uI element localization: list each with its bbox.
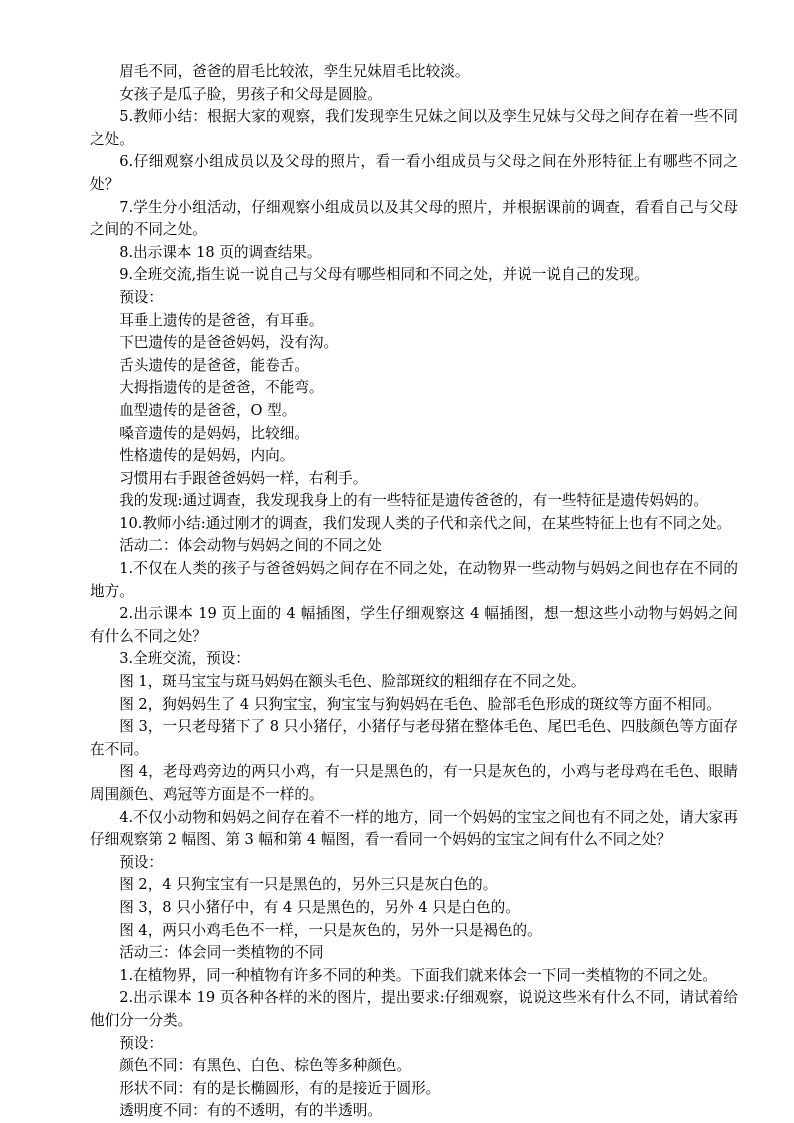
paragraph: 活动三：体会同一类植物的不同 <box>119 944 324 962</box>
paragraph: 图 3，一只老母猪下了 8 只小猪仔，小猪仔与老母猪在整体毛色、尾巴毛色、四肢颜色等方面存在不同。 <box>90 718 738 758</box>
paragraph: 颜色不同：有黑色、白色、棕色等多种颜色。 <box>119 1057 412 1075</box>
paragraph: 嗓音遗传的是妈妈，比较细。 <box>119 424 309 442</box>
paragraph: 3.全班交流，预设： <box>119 650 250 668</box>
paragraph: 预设： <box>119 1034 163 1052</box>
paragraph: 图 2，狗妈妈生了 4 只狗宝宝，狗宝宝与狗妈妈在毛色、脸部毛色形成的斑纹等方面不相同。 <box>119 695 721 713</box>
paragraph: 眉毛不同，爸爸的眉毛比较浓，孪生兄妹眉毛比较淡。 <box>119 63 470 80</box>
paragraph: 舌头遗传的是爸爸，能卷舌。 <box>119 356 309 374</box>
paragraph: 8.出示课本 18 页的调查结果。 <box>119 243 322 261</box>
paragraph: 9.全班交流,指生说一说自己与父母有哪些相同和不同之处，并说一说自己的发现。 <box>119 266 649 284</box>
document-body <box>90 61 738 1123</box>
paragraph: 图 4，两只小鸡毛色不一样，一只是灰色的，另外一只是褐色的。 <box>119 921 542 939</box>
paragraph: 图 3，8 只小猪仔中，有 4 只是黑色的，另外 4 只是白色的。 <box>119 898 520 916</box>
paragraph: 血型遗传的是爸爸，O 型。 <box>119 401 297 419</box>
paragraph: 10.教师小结:通过刚才的调查，我们发现人类的子代和亲代之间，在某些特征上也有不同之处。 <box>119 514 732 532</box>
paragraph: 预设： <box>119 288 163 306</box>
paragraph: 5.教师小结：根据大家的观察，我们发现孪生兄妹之间以及孪生兄妹与父母之间存在着一些不同之处。 <box>90 108 738 148</box>
paragraph: 性格遗传的是妈妈，内向。 <box>119 447 295 465</box>
paragraph: 女孩子是瓜子脸，男孩子和父母是圆脸。 <box>119 85 382 103</box>
paragraph: 2.出示课本 19 页上面的 4 幅插图，学生仔细观察这 4 幅插图，想一想这些小动物与妈妈之间有什么不同之处？ <box>90 605 738 645</box>
paragraph: 形状不同：有的是长椭圆形，有的是接近于圆形。 <box>119 1079 441 1097</box>
paragraph: 大拇指遗传的是爸爸，不能弯。 <box>119 379 324 397</box>
paragraph: 1.不仅在人类的孩子与爸爸妈妈之间存在不同之处，在动物界一些动物与妈妈之间也存在不同的地方。 <box>90 560 738 600</box>
paragraph: 习惯用右手跟爸爸妈妈一样，右利手。 <box>119 469 368 487</box>
paragraph: 我的发现:通过调查，我发现我身上的有一些特征是遗传爸爸的，有一些特征是遗传妈妈的。 <box>119 492 708 510</box>
paragraph: 下巴遗传的是爸爸妈妈，没有沟。 <box>119 334 339 352</box>
paragraph: 耳垂上遗传的是爸爸，有耳垂。 <box>119 311 324 329</box>
paragraph: 图 4，老母鸡旁边的两只小鸡，有一只是黑色的，有一只是灰色的，小鸡与老母鸡在毛色、眼睛周围颜色、鸡冠等方面是不一样的。 <box>90 763 738 803</box>
paragraph: 预设： <box>119 853 163 871</box>
paragraph: 透明度不同：有的不透明，有的半透明。 <box>119 1102 382 1120</box>
paragraph: 活动二：体会动物与妈妈之间的不同之处 <box>119 537 382 555</box>
paragraph: 图 1，斑马宝宝与斑马妈妈在额头毛色、脸部斑纹的粗细存在不同之处。 <box>119 673 586 691</box>
paragraph: 4.不仅小动物和妈妈之间存在着不一样的地方，同一个妈妈的宝宝之间也有不同之处，请大家再仔细观察第 2 幅图、第 3 幅和第 4 幅图，看一看同一个妈妈的宝宝之间有什么不同之处？ <box>90 808 738 849</box>
paragraph: 1.在植物界，同一种植物有许多不同的种类。下面我们就来体会一下同一类植物的不同之处。 <box>119 966 717 984</box>
paragraph: 2.出示课本 19 页各种各样的米的图片，提出要求:仔细观察，说说这些米有什么不同，请试着给他们分一分类。 <box>90 989 738 1029</box>
paragraph: 7.学生分小组活动，仔细观察小组成员以及其父母的照片，并根据课前的调查，看看自己与父母之间的不同之处。 <box>90 198 738 239</box>
paragraph: 6.仔细观察小组成员以及父母的照片，看一看小组成员与父母之间在外形特征上有哪些不同之处？ <box>90 153 738 193</box>
paragraph: 图 2，4 只狗宝宝有一只是黑色的，另外三只是灰白色的。 <box>119 876 498 894</box>
